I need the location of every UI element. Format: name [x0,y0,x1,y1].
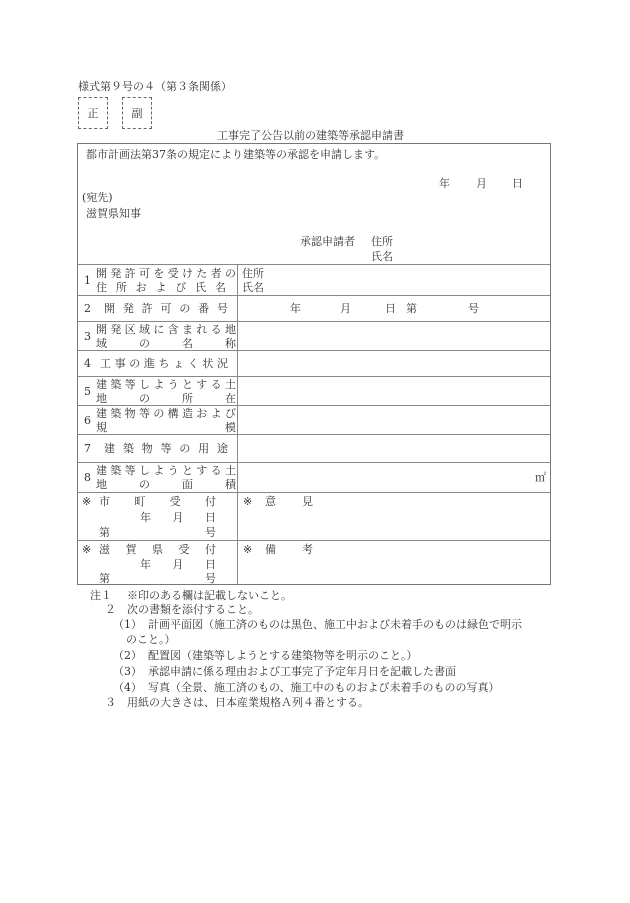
label-char: 県 [152,543,163,556]
label-char: と [181,464,193,477]
label-char: 物 [124,407,136,420]
row-label-line [96,408,236,419]
row-label-line [96,282,226,293]
row-label-line [96,324,236,335]
statement: 都市計画法第37条の規定により建築等の承認を申請します。 [86,148,386,161]
label-char: 許 [141,302,153,315]
label-char: 規 [96,421,107,434]
applicant-label: 承認申請者 [300,235,355,248]
row-divider [77,462,551,463]
label-char: ょ [173,357,185,370]
label-char: れ [196,323,208,336]
label-char: 月 [172,558,184,571]
row-divider [77,350,551,351]
row-number: 4 [84,357,91,370]
row-label-line [96,393,236,404]
label-char: る [210,464,222,477]
label-char: 賀 [125,543,137,556]
note-3-label: ３ [105,696,116,709]
row-label-line [96,422,236,433]
label-char: 工 [100,357,111,370]
date-year: 年 [439,177,450,190]
label-char: の [139,392,150,405]
label-char: 物 [141,442,153,455]
label-char: 開 [96,267,107,280]
permit-holder-address-label: 住所 [242,267,264,280]
label-char: 状 [202,357,214,370]
row-divider [77,264,551,265]
label-char: 所 [182,392,193,405]
label-char: 発 [110,323,122,336]
row-number: 8 [84,471,91,484]
date-day: 日 [512,177,523,190]
row-label-line [96,379,236,390]
reception-pref-date [140,559,216,570]
label-char: 在 [225,392,236,405]
label-char: 発 [110,267,122,280]
label-char: 用 [198,442,210,455]
stamp-original [78,97,108,129]
label-char: に [153,323,165,336]
stamp-original-label: 正 [87,107,99,120]
note-3: 用紙の大きさは、日本産業規格Ａ列４番とする。 [127,696,369,709]
row-number: 2 [84,302,91,315]
label-char: 市 [99,495,110,508]
label-char: 事 [114,357,126,370]
label-char: 面 [182,478,193,491]
label-char: け [181,267,193,280]
reception-pref-mark: ※ [82,543,92,556]
label-char: 開 [104,302,115,315]
note-item: 承認申請に係る理由および工事完了予定年月日を記載した書面 [148,665,456,678]
label-char: 等 [138,407,150,420]
row-label-line [104,303,228,314]
label-char: く [187,357,199,370]
label-char: 受 [169,495,181,508]
note-1: ※印のある欄は記載しないこと。 [127,589,292,602]
row-number: 3 [84,330,91,343]
row-divider [77,295,551,296]
document-title: 工事完了公告以前の建築等承認申請書 [217,129,404,142]
label-char: 付 [204,495,216,508]
label-char: 年 [140,558,151,571]
note-item-label: （1） [113,618,142,631]
note-item-label: （2） [113,649,142,662]
note-2-label: ２ [105,603,116,616]
label-char: 可 [160,302,172,315]
label-char: う [167,378,179,391]
label-char: 日 [205,558,216,571]
note-item-label: （3） [113,665,142,678]
label-char: よ [153,464,165,477]
label-char: の [224,267,236,280]
permit-holder-name-label: 氏名 [242,281,264,294]
label-char: し [138,378,150,391]
label-char: の [139,337,150,350]
addressee-label: (宛先) [82,191,113,204]
label-char: ま [181,323,193,336]
label-char: 域 [138,323,150,336]
label-char: 名 [214,281,226,294]
note-2: 次の書類を添付すること。 [127,603,259,616]
row-number: 1 [84,274,91,287]
label-char: よ [210,407,222,420]
label-char: の [179,442,191,455]
label-char: 土 [224,464,236,477]
label-char: び [224,407,236,420]
opinion-mark: ※ [243,495,253,508]
label-char: 建 [96,464,107,477]
label-char: を [153,267,165,280]
row-divider [77,376,551,377]
row-label-line [96,479,236,490]
label-char: 構 [167,407,179,420]
label-char: 付 [205,543,216,556]
label-char: 受 [167,267,179,280]
reception-city-date [140,512,216,523]
label-char: 域 [96,337,107,350]
label-char: 含 [167,323,179,336]
label-char: 備 [265,543,276,556]
label-char: 町 [134,495,146,508]
label-char: 地 [224,323,236,336]
row-label-line [96,465,236,476]
note-1-label: 注１ [90,589,112,602]
label-char: 可 [138,267,150,280]
label-char: 氏 [195,281,207,294]
label-char: す [196,378,208,391]
label-char: の [139,478,150,491]
label-char: の [153,407,165,420]
remarks-mark: ※ [243,543,253,556]
label-char: 許 [124,267,136,280]
note-item: 計画平面図（施工済のものは黒色、施工中および未着手のものは緑色で明示 [148,618,522,631]
label-char: 発 [122,302,134,315]
label-char: 築 [110,464,122,477]
applicant-name-label: 氏名 [371,250,393,263]
label-char: 区 [124,323,136,336]
row-number: 6 [84,414,91,427]
label-char: 受 [178,543,190,556]
label-char: 土 [224,378,236,391]
row-number: 5 [84,385,91,398]
addressee: 滋賀県知事 [86,207,141,220]
note-item: 配置図（建築等しようとする建築物等を明示のこと。） [148,649,418,662]
row-divider [77,540,551,541]
label-char: の [179,302,191,315]
permit-day: 日 [385,302,396,315]
label-char: 年 [140,511,151,524]
label-char: 等 [124,464,136,477]
reception-pref-no-prefix: 第 [99,572,110,585]
stamp-copy [122,97,152,129]
label-char: 所 [115,281,127,294]
label-char: 見 [302,495,313,508]
label-char: 建 [96,378,107,391]
note-item: 写真（全景、施工済のもの、施工中のものおよび未着手のものの写真） [148,681,500,694]
area-unit: ㎡ [535,471,546,484]
row-divider [77,405,551,406]
column-divider [237,264,238,585]
label-char: ち [158,357,170,370]
label-char: 地 [96,478,107,491]
row-divider [77,434,551,435]
reception-city-label [99,496,216,507]
label-char: 築 [122,442,134,455]
label-char: 途 [216,442,228,455]
permit-month: 月 [340,302,351,315]
permit-no-suffix: 号 [468,302,479,315]
label-char: 名 [182,337,193,350]
date-month: 月 [476,177,487,190]
label-char: 築 [110,407,122,420]
label-char: 開 [96,323,107,336]
form-label: 様式第９号の４（第３条関係） [78,80,232,93]
label-char: る [210,378,222,391]
row-label-line [104,443,228,454]
label-char: 造 [181,407,193,420]
label-char: 建 [104,442,115,455]
label-char: よ [155,281,167,294]
label-char: 等 [124,378,136,391]
label-char: 号 [216,302,228,315]
label-char: 積 [225,478,236,491]
label-char: 模 [225,421,236,434]
label-char: と [181,378,193,391]
label-char: す [196,464,208,477]
label-char: 地 [96,392,107,405]
permit-no-prefix: 第 [406,302,417,315]
row-label-line [100,358,228,369]
stamp-copy-label: 副 [131,107,143,120]
label-char: お [196,407,208,420]
label-char: 滋 [99,543,110,556]
label-char: お [135,281,147,294]
label-char: 月 [172,511,184,524]
label-char: 称 [225,337,236,350]
permit-year: 年 [290,302,301,315]
label-char: よ [153,378,165,391]
label-char: る [210,323,222,336]
row-label-line [96,268,236,279]
label-char: た [196,267,208,280]
reception-pref-label [99,544,216,555]
label-char: 日 [205,511,216,524]
opinion-label [265,496,313,507]
row-divider [77,492,551,493]
row-divider [77,321,551,322]
label-char: 築 [110,378,122,391]
label-char: 考 [302,543,313,556]
label-char: の [129,357,141,370]
label-char: し [138,464,150,477]
reception-city-mark: ※ [82,495,92,508]
reception-city-no-prefix: 第 [99,526,110,539]
row-label-line [96,338,236,349]
label-char: 者 [210,267,222,280]
label-char: う [167,464,179,477]
note-item-continuation: のこと。） [126,633,176,646]
note-item-label: （4） [113,681,142,694]
row-number: 7 [84,442,91,455]
label-char: 況 [217,357,228,370]
applicant-address-label: 住所 [371,235,393,248]
label-char: 住 [96,281,107,294]
label-char: 等 [160,442,172,455]
remarks-label [265,544,313,555]
reception-city-no-suffix: 号 [205,526,216,539]
label-char: 進 [143,357,155,370]
label-char: び [175,281,187,294]
label-char: 意 [265,495,276,508]
reception-pref-no-suffix: 号 [205,572,216,585]
label-char: 番 [198,302,210,315]
label-char: 建 [96,407,107,420]
